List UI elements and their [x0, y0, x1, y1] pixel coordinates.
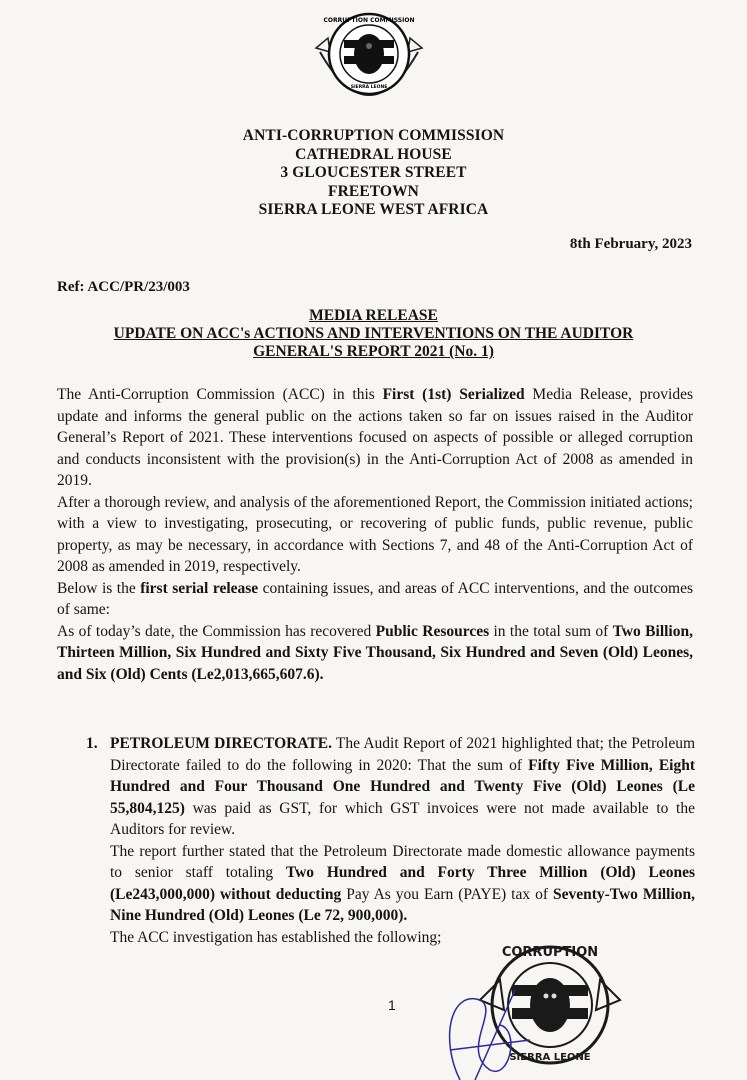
item-paragraph-paye: The report further stated that the Petroleum Directorate made domestic allowance payments to senior staff totaling Two Hundred and Forty Three Million (Old) Leones (Le243,000,000) without deducting Pay As you Earn (PAYE) tax of Seventy-Two Million, Nine Hundred (Old) Leones (Le 72, 900,000).: [110, 842, 695, 924]
reference-number: Ref: ACC/PR/23/003: [57, 279, 190, 295]
paragraph-review: After a thorough review, and analysis of the aforementioned Report, the Commission initiated actions; with a view to investigating, prosecuting, or recovering of public funds, public revenue, public property, as may be necessary, in accordance with Sections 7, and 48 of the Anti-Corruption Act of 2008 as amended in 2019, respectively.: [57, 493, 693, 575]
address-country: SIERRA LEONE WEST AFRICA: [258, 201, 489, 218]
svg-text:CORRUPTION COMMISSION: CORRUPTION COMMISSION: [323, 17, 415, 24]
item-paragraph-findings: The ACC investigation has established the following;: [110, 928, 442, 946]
document-date: 8th February, 2023: [569, 236, 692, 252]
paragraph-intro: The Anti-Corruption Commission (ACC) in this First (1st) Serialized Media Release, provides update and informs the general public on the actions taken so far on issues raised in the Auditor General’s Report of 2021. These interventions focused on aspects of possible or alleged corruption and conducts inconsistent with the provision(s) in the Anti-Corruption Act of 2008 as amended in 2019.: [57, 386, 693, 489]
title-media-release: MEDIA RELEASE: [309, 307, 438, 324]
title-update-line2: GENERAL'S REPORT 2021 (No. 1): [253, 343, 494, 360]
item-heading: PETROLEUM DIRECTORATE.: [110, 735, 332, 752]
address-street: 3 GLOUCESTER STREET: [280, 164, 467, 181]
svg-text:CORRUPTION: CORRUPTION: [501, 945, 599, 960]
list-item-petroleum-directorate: [88, 733, 695, 948]
list-item-number: 1.: [86, 735, 98, 752]
page-number: 1: [388, 997, 396, 1013]
document-body: [57, 384, 693, 685]
document-titles: [0, 307, 747, 361]
acc-emblem-icon: [306, 8, 432, 112]
svg-text:SIERRA LEONE: SIERRA LEONE: [509, 1052, 591, 1063]
address-building: CATHEDRAL HOUSE: [295, 145, 452, 163]
paragraph-serial-release: Below is the first serial release containing issues, and areas of ACC interventions, and the outcomes of same:: [57, 579, 693, 618]
item-paragraph-gst: PETROLEUM DIRECTORATE. The Audit Report of 2021 highlighted that; the Petroleum Directorate failed to do the following in 2020: That the sum of Fifty Five Million, Eight Hundred and Four Thousand One Hundred and Twenty Five (Old) Leones (Le 55,804,125) was paid as GST, for which GST invoices were not made available to the Auditors for review.: [110, 735, 696, 838]
svg-text:SIERRA LEONE: SIERRA LEONE: [350, 85, 388, 90]
acc-official-stamp-icon: [420, 930, 660, 1080]
title-update-line1: UPDATE ON ACC's ACTIONS AND INTERVENTIONS ON THE AUDITOR: [113, 325, 634, 342]
address-city: FREETOWN: [328, 182, 419, 200]
paragraph-recovered-sum: As of today’s date, the Commission has recovered Public Resources in the total sum of Two Billion, Thirteen Million, Six Hundred and Sixty Five Thousand, Six Hundred and Seven (Old) Leones, and Six (Old) Cents (Le2,013,665,607.6).: [57, 622, 693, 683]
letterhead-address: [0, 127, 747, 220]
organization-name: ANTI-CORRUPTION COMMISSION: [242, 127, 505, 144]
